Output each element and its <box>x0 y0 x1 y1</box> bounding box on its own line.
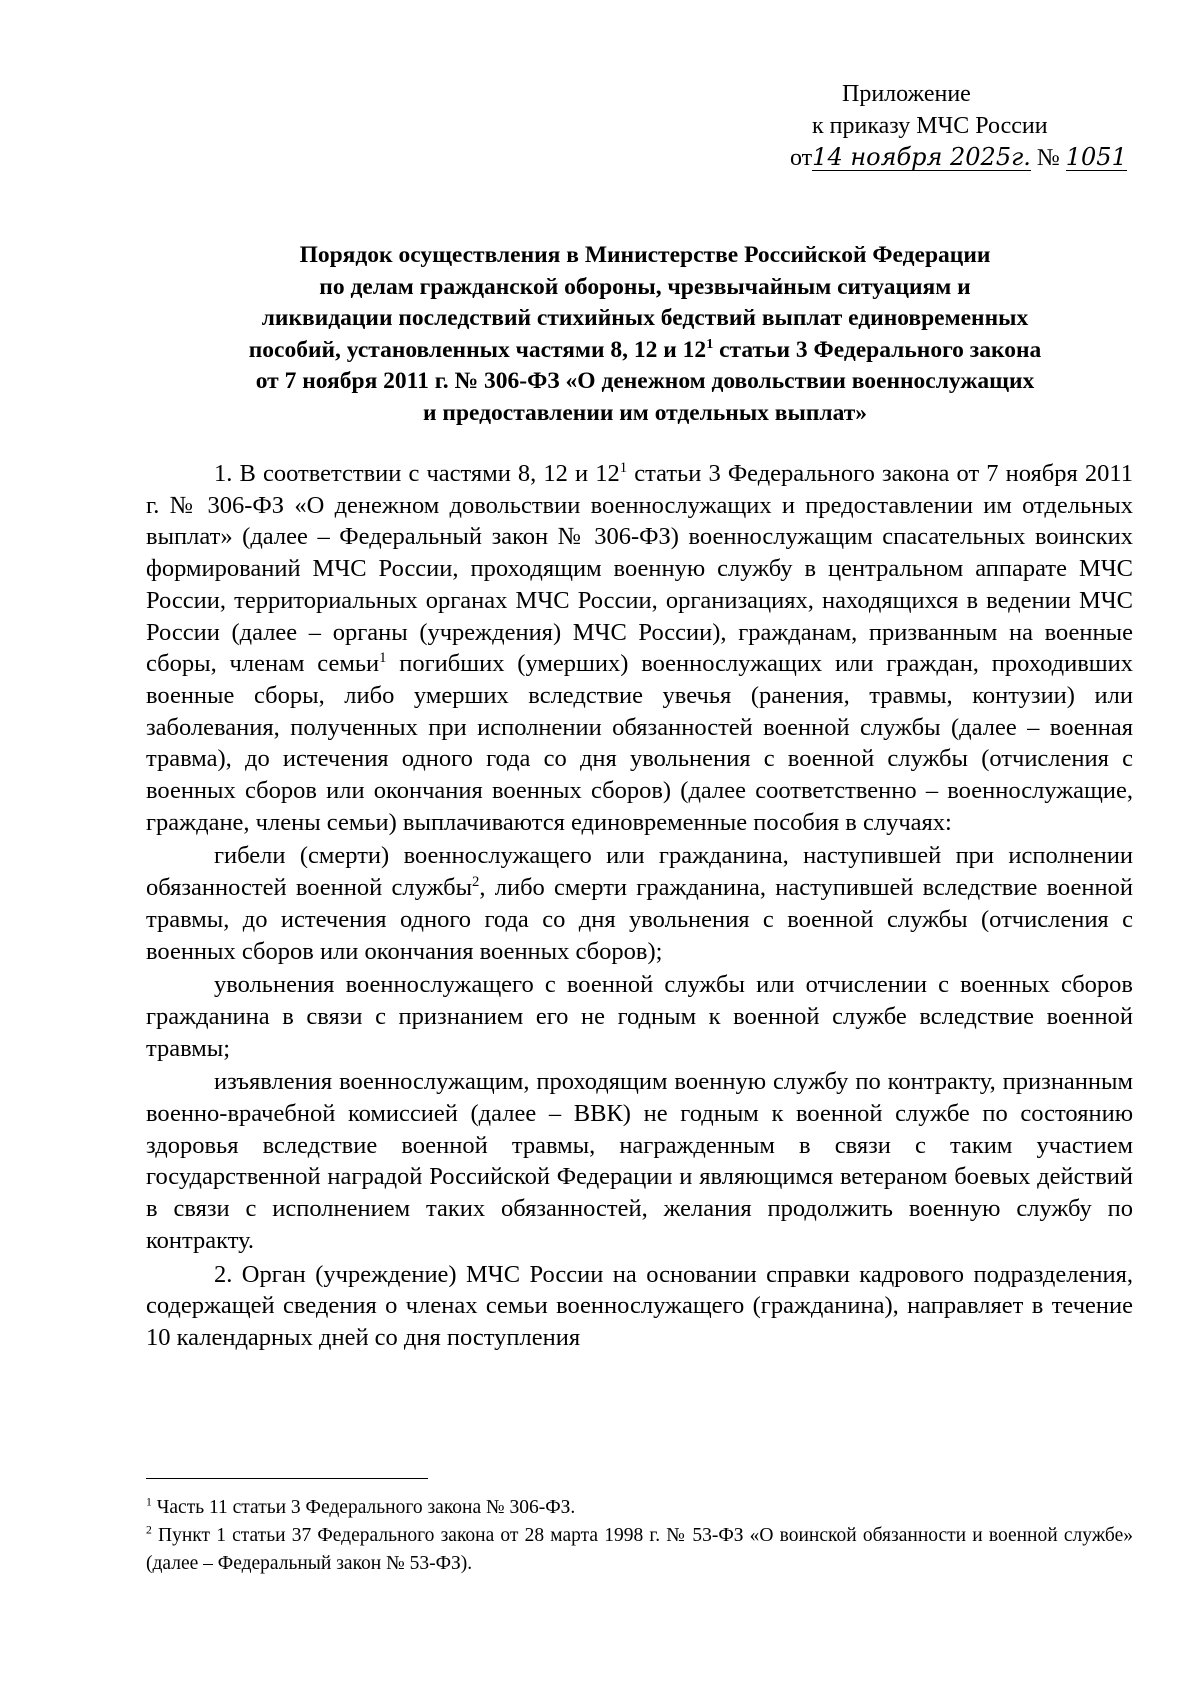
footnote-ref-2: 2 <box>472 873 480 890</box>
title-line: Порядок осуществления в Министерстве Российской Федерации <box>299 242 991 268</box>
footnotes <box>146 1494 1133 1578</box>
appendix-label: Приложение <box>842 81 971 107</box>
title-line: пособий, установленных частями 8, 12 и $12^1$ статьи 3 Федерального закона <box>248 335 1042 363</box>
number-prefix: № <box>1036 145 1060 171</box>
paragraph-death-case: гибели (смерти) военнослужащего или гражданина, наступившей при исполнении обязанностей военной службы$^2$, либо смерти гражданина, наступившей вследствие военной травмы, до истечения одного года со дня увольнения с военной службы (отчисления с военных сборов или окончания военных сборов); <box>146 842 1133 965</box>
date-prefix: от <box>790 145 813 171</box>
paragraph-2: 2. Орган (учреждение) МЧС России на основании справки кадрового подразделения, содержащей сведения о членах семьи военнослужащего (гражданина), направляет в течение 10 календарных дней со дня поступления <box>146 1260 1133 1351</box>
appendix-header <box>790 78 1130 174</box>
footnote-divider <box>146 1478 428 1479</box>
footnote-1: $^1$ Часть 11 статьи 3 Федерального закона № 306-ФЗ. <box>146 1495 576 1518</box>
title-line: от 7 ноября 2011 г. № 306-ФЗ «О денежном довольствии военнослужащих <box>255 368 1035 394</box>
footnote-mark: 1 <box>146 1495 152 1509</box>
title-line: и предоставлении им отдельных выплат» <box>422 399 868 426</box>
appendix-order-reference: к приказу МЧС России <box>812 113 1048 139</box>
paragraph-continue-service-case: изъявления военнослужащим, проходящим военную службу по контракту, признанным военно-врачебной комиссией (далее – ВВК) не годным к военной службе по состоянию здоровья вследствие военной травмы, награжденным в связи с таким участием государственной наградой Российской Федерации и являющимся ветераном боевых действий в связи с исполнением таких обязанностей, желания продолжить военную службу по контракту. <box>146 1068 1133 1254</box>
handwritten-date: 14 ноября 2025г. <box>812 143 1031 171</box>
title-superscript: 1 <box>706 335 714 352</box>
footnote-mark: 2 <box>146 1523 152 1537</box>
title-line: ликвидации последствий стихийных бедствий выплат единовременных <box>261 305 1029 331</box>
title-line: по делам гражданской обороны, чрезвычайным ситуациям и <box>319 273 971 300</box>
superscript: 1 <box>619 459 628 476</box>
footnote-2: $^2$ Пункт 1 статьи 37 Федерального закона от 28 марта 1998 г. № 53-ФЗ «О воинской обязанности и военной службе» (далее – Федеральный закон № 53-ФЗ). <box>146 1523 1133 1574</box>
document-body <box>146 458 1133 1354</box>
appendix-date-number <box>790 142 1130 174</box>
paragraph-1: 1. В соответствии с частями 8, 12 и $12^1$ статьи 3 Федерального закона от 7 ноября 2011 г. № 306-ФЗ «О денежном довольствии военнослужащих и предоставлении им отдельных выплат» (далее – Федеральный закон № 306-ФЗ) военнослужащим спасательных воинских формирований МЧС России, проходящим военную службу в центральном аппарате МЧС России, территориальных органах МЧС России, организациях, находящихся в ведении МЧС России (далее – органы (учреждения) МЧС России), гражданам, призванным на военные сборы, членам семьи$^1$ погибших (умерших) военнослужащих или граждан, проходивших военные сборы, либо умерших вследствие увечья (ранения, травмы, контузии) или заболевания, полученных при исполнении обязанностей военной службы (далее – военная травма), до истечения одного года со дня увольнения с военной службы (отчисления с военных сборов или окончания военных сборов) (далее соответственно – военнослужащие, граждане, члены семьи) выплачиваются единовременные пособия в случаях: <box>146 459 1133 836</box>
handwritten-number: 1051 <box>1065 143 1127 171</box>
footnote-ref-1: 1 <box>379 650 387 667</box>
paragraph-discharge-case: увольнения военнослужащего с военной службы или отчислении с военных сборов гражданина в связи с признанием его не годным к военной службе вследствие военной травмы; <box>146 971 1133 1062</box>
document-title <box>150 240 1140 429</box>
